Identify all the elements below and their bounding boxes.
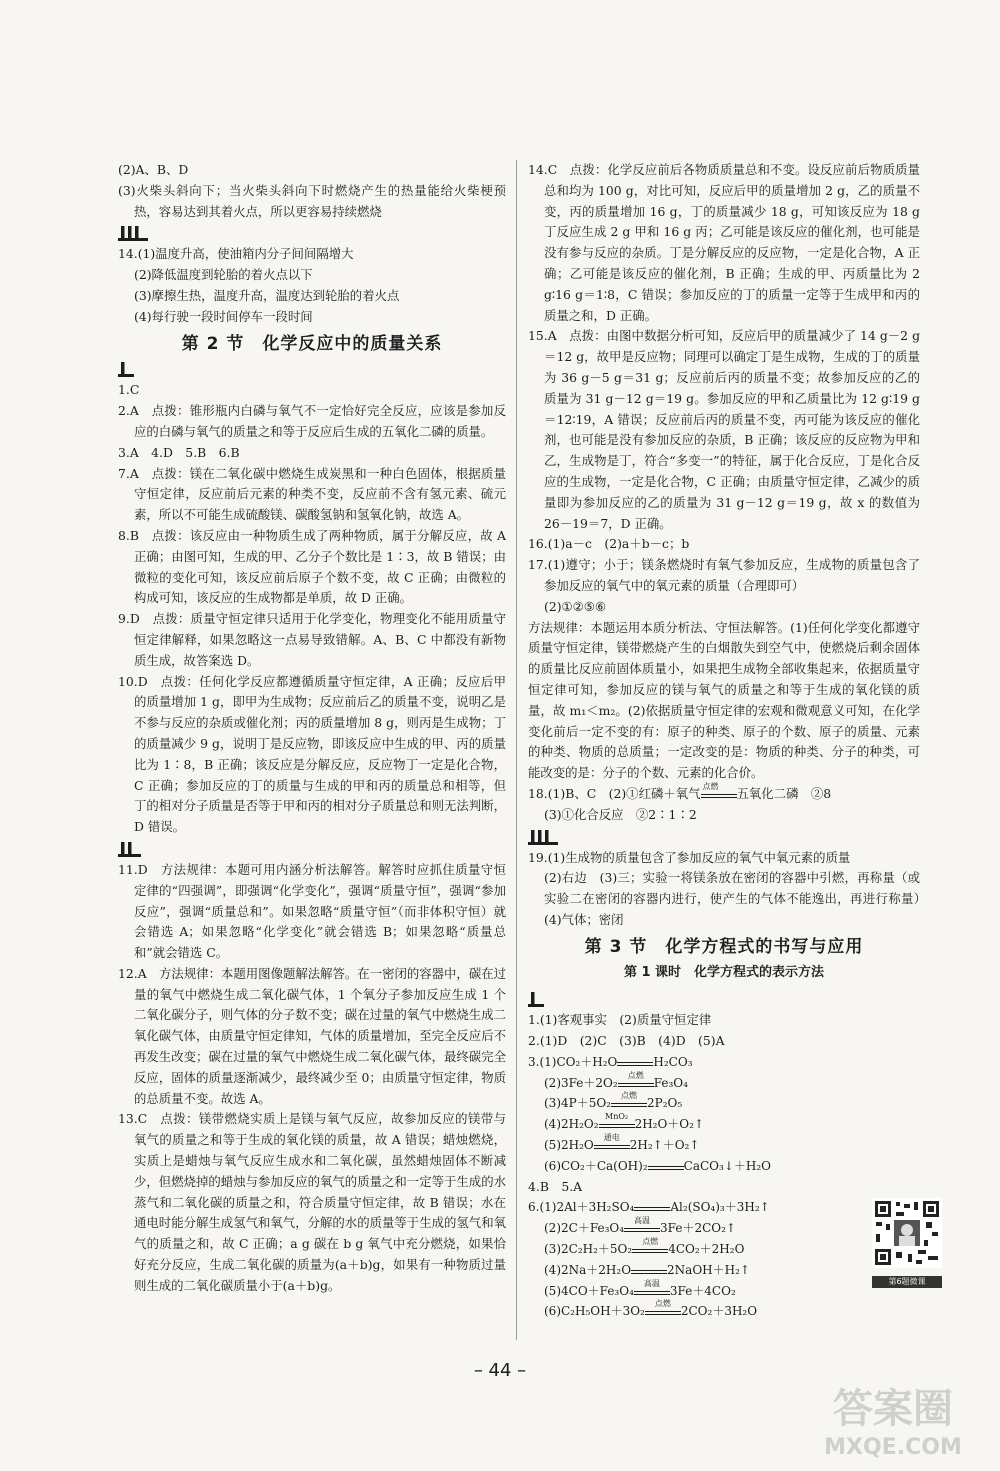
answer-text: 14.(1)温度升高，使油箱内分子间间隔增大 (118, 246, 354, 262)
equation (528, 1070, 920, 1094)
reaction-condition: 点燃 (702, 781, 719, 791)
equation-reactants: (3)2C₂H₂＋5O₂ (544, 1242, 633, 1257)
answer-text: (2)①②⑤⑥ (544, 598, 606, 614)
equation (528, 1052, 920, 1073)
equation-products: CaCO₃↓＋H₂O (683, 1158, 771, 1173)
level-1-icon (118, 360, 506, 378)
equation (528, 1218, 920, 1239)
answer-text: (3)摩擦生热，温度升高，温度达到轮胎的着火点 (134, 287, 400, 303)
reaction-condition: 点燃 (642, 1237, 659, 1247)
page-number: – 44 – (473, 1360, 527, 1381)
level-2-icon (118, 840, 506, 858)
reaction-arrow (634, 1204, 670, 1211)
equation-products: 4CO₂＋2H₂O (668, 1242, 745, 1257)
reaction-condition: MnO₂ (605, 1112, 629, 1122)
answer-text: (4)每行驶一段时间停车一段时间 (134, 308, 313, 324)
equation-reactants: (4)2Na＋2H₂O (544, 1262, 632, 1277)
answer-text: (3)火柴头斜向下；当火柴头斜向下时燃烧产生的热量能给火柴梗预热，容易达到其着火点，所以更容易持续燃烧 (118, 182, 506, 219)
equation (528, 1093, 920, 1114)
qr-code-icon (872, 1198, 942, 1270)
equation-reactants: (5)4CO＋Fe₃O₄ (544, 1283, 634, 1298)
reaction-arrow (624, 1216, 660, 1232)
answer-text: 9.D 点拨：质量守恒定律只适用于化学变化，物理变化不能用质量守恒定律解释，如果忽略这一点易导致错解。A、B、C 中都没有新物质生成，故答案选 D。 (118, 611, 506, 668)
watermark (798, 1380, 988, 1460)
reaction-condition: 高温 (643, 1278, 660, 1288)
answer-text: (2)右边 (3)三；实验一将镁条放在密闭的容器中引燃，再称量（或实验二在密闭的容器内进行，使产生的气体不能逸出，再进行称量） (4)气体；密闭 (544, 870, 933, 927)
right-column (528, 160, 933, 1322)
qr-code[interactable] (872, 1198, 942, 1284)
equation-reactants: 6.(1)2Al＋3H₂SO₄ (528, 1200, 635, 1215)
equation (528, 1301, 920, 1322)
equation (528, 1197, 920, 1218)
answer-text: 8.B 点拨：该反应由一种物质生成了两种物质，属于分解反应，故 A 正确；由图可知，生成的甲、乙分子个数比是 1∶3，故 B 错误；由微粒的变化可知，该反应前后原子个数不变，故 C 正确；由微粒的构成可知，该反应的生成物都是单质，故 D 正确。 (118, 527, 506, 606)
equation-reactants: (4)2H₂O₂ (544, 1117, 599, 1132)
equation (528, 1114, 920, 1135)
answer-text: 11.D 方法规律：本题可用内涵分析法解答。解答时应抓住质量守恒定律的“四强调”，即强调“化学变化”，强调“质量守恒”，强调“参加反应”，强调“质量总和”。如果忽略“质量守恒”（而非体积守恒）就会错选 A；如果忽略“化学变化”就会错选 B；如果忽略“质量总和”就会错选 C。 (118, 861, 506, 961)
column-divider (516, 160, 517, 1340)
equation (528, 1260, 920, 1281)
answer-text: 2.(1)D (2)C (3)B (4)D (5)A (528, 1033, 725, 1049)
equation-products: 2H₂O＋O₂↑ (634, 1117, 705, 1132)
word-equation-right: 五氧化二磷 ②8 (736, 785, 832, 801)
answer-text: 15.A 点拨：由图中数据分析可知，反应后甲的质量减少了 14 g－2 g＝12 g，故甲是反应物；同理可以确定丁是生成物，生成的丁的质量为 36 g－5 g＝31 g；反应前后丙的质量不变；故参加反应的乙的质量为 31 g－12 g＝19 g。参加反应的甲和乙质量比为 12 g∶19 g＝12∶19，A 错误；反应前后丙的质量不变，丙可能为该反应的催化剂，也可能是没有参加反应的杂质，B 正确；该反应的反应物为甲和乙，生成物是丁，符合“多变一”的特征，属于化合反应，丁是化合反应的生成物，一定是化合物，C 正确；由质量守恒定律，乙减少的质量即为参加反应的乙的质量为 31 g－12 g＝19 g，故 x 的数值为 26－19＝7，D 正确。 (528, 328, 920, 531)
answer-text: 3.A 4.D 5.B 6.B (118, 444, 240, 460)
reaction-arrow (634, 1278, 670, 1295)
section-title: 第 2 节 化学反应中的质量关系 (181, 333, 443, 354)
equation-reactants: (6)C₂H₅OH＋3O₂ (544, 1304, 645, 1319)
reaction-arrow (645, 1299, 681, 1315)
equation-products: 2CO₂＋3H₂O (680, 1304, 758, 1319)
answer-text: 4.B 5.A (528, 1178, 583, 1194)
answer-text: 7.A 点拨：镁在二氧化碳中燃烧生成炭黑和一种白色固体，根据质量守恒定律，反应前后元素的种类不变，反应前不含有氢元素、硫元素，所以不可能生成硫酸镁、碳酸氢钠和氢氧化钠，故选 A。 (118, 465, 506, 523)
reaction-arrow (599, 1112, 635, 1128)
equation (528, 1239, 920, 1260)
reaction-arrow (594, 1133, 630, 1149)
lesson-title: 第 1 课时 化学方程式的表示方法 (623, 965, 825, 981)
answer-text: 13.C 点拨：镁带燃烧实质上是镁与氧气反应，故参加反应的镁带与氧气的质量之和等于生成的氧化镁的质量，故 A 错误；蜡烛燃烧，实质上是蜡烛与氧气反应生成水和二氧化碳，虽然蜡烛固体不断减少，但燃烧掉的蜡烛与参加反应的氧气的质量之和一定等于生成的水蒸气和二氧化碳的质量之和，符合质量守恒定律，故 B 错误；水在通电时能分解生成氢气和氧气，分解的水的质量等于生成的氢气和氧气的质量之和，故 C 正确；a g 碳在 b g 氧气中充分燃烧，如果恰好充分反应，生成二氧化碳的质量为(a＋b)g，如果有一种物质过量则生成的二氧化碳质量小于(a＋b)g。 (118, 1111, 506, 1293)
equation-products: Fe₃O₄ (653, 1075, 688, 1090)
equation-products: 2H₂↑＋O₂↑ (629, 1138, 700, 1153)
answer-text: (2)A、B、D (118, 162, 189, 177)
equation-products: H₂CO₃ (653, 1054, 693, 1069)
answer-text: (2)降低温度到轮胎的着火点以下 (134, 267, 313, 283)
answer-text: 14.C 点拨：化学反应前后各物质质量总和不变。设反应前后物质质量总和均为 100 g，对比可知，反应后甲的质量增加 2 g，乙的质量不变，丙的质量增加 16 g，丁的质量减少 18 g，可知该反应为 18 g 丁反应生成 2 g 甲和 16 g 丙；乙可能是该反应的催化剂，也可能是没有参与反应的杂质。丁是分解反应的反应物，一定是化合物，A 正确；乙可能是该反应的催化剂，B 正确；生成的甲、丙质量比为 2 g∶16 g＝1∶8，C 错误；参加反应的丁的质量一定等于生成甲和丙的质量之和，D 正确。 (528, 162, 920, 323)
reaction-arrow (701, 781, 737, 798)
answer-text: 2.A 点拨：锥形瓶内白磷与氧气不一定恰好完全反应，应该是参加反应的白磷与氧气的质量之和等于反应后生成的五氧化二磷的质量。 (118, 403, 506, 439)
svg-text:MXQE.COM: MXQE.COM (824, 1435, 962, 1460)
reaction-condition: 点燃 (627, 1070, 644, 1080)
qr-label: 第6题微课 (872, 1276, 942, 1288)
equation-reactants: (2)2C＋Fe₃O₄ (544, 1221, 625, 1236)
answer-text: 1.C (118, 382, 140, 398)
equation (528, 1135, 920, 1156)
word-equation-left: 18.(1)B、C (2)①红磷＋氧气 (528, 785, 701, 801)
equation-products: 3Fe＋2CO₂↑ (660, 1221, 736, 1236)
reaction-condition: 通电 (603, 1133, 620, 1143)
reaction-condition: 点燃 (654, 1299, 671, 1309)
answer-text: (3)①化合反应 ②2∶1∶2 (544, 806, 697, 822)
answer-text: 1.(1)客观事实 (2)质量守恒定律 (528, 1012, 712, 1028)
section-title: 第 3 节 化学方程式的书写与应用 (584, 936, 864, 957)
reaction-condition: 高温 (634, 1216, 651, 1226)
answer-text: 16.(1)a－c (2)a＋b－c；b (528, 536, 690, 552)
reaction-arrow (648, 1163, 684, 1170)
level-1-icon (528, 990, 920, 1008)
equation-reactants: (2)3Fe＋2O₂ (544, 1075, 618, 1090)
equation-reactants: (5)2H₂O (544, 1138, 594, 1153)
answer-text: 17.(1)遵守；小于；镁条燃烧时有氧气参加反应，生成物的质量包含了参加反应的氧气中的氧元素的质量（合理即可） (528, 557, 920, 593)
equation-reactants: 3.(1)CO₂＋H₂O (528, 1054, 618, 1069)
svg-text:答案圈: 答案圈 (833, 1386, 953, 1432)
equation-reactants: (6)CO₂＋Ca(OH)₂ (544, 1158, 648, 1173)
level-3-icon (528, 828, 920, 846)
reaction-condition: 点燃 (621, 1091, 637, 1101)
answer-text: 19.(1)生成物的质量包含了参加反应的氧气中氧元素的质量 (528, 849, 851, 865)
answer-text: 方法规律：本题运用本质分析法、守恒法解答。(1)任何化学变化都遵守质量守恒定律，镁带燃烧产生的白烟散失到空气中，使燃烧后剩余固体的质量比反应前固体质量小，如果把生成物全部收集起来，依据质量守恒定律可知，参加反应的镁与氧气的质量之和等于生成的氧化镁的质量，故 m₁＜m₂。(2)依据质量守恒定律的宏观和微观意义可知，在化学变化前后一定不变的有：原子的种类、原子的个数、原子的质量、元素的种类、物质的总质量；一定改变的是：物质的种类、分子的种类，可能改变的是：分子的个数、元素的化合价。 (528, 619, 920, 781)
equation-products: 3Fe＋4CO₂ (669, 1283, 736, 1298)
reaction-arrow (632, 1237, 668, 1253)
answer-text (528, 781, 920, 805)
reaction-arrow (618, 1070, 654, 1087)
reaction-arrow (631, 1267, 667, 1274)
answer-text: 12.A 方法规律：本题用图像题解法解答。在一密闭的容器中，碳在过量的氧气中燃烧生成二氧化碳气体，1 个氧分子参加反应生成 1 个二氧化碳分子，则气体的分子数不变；碳在过量的氧气中燃烧生成二氧化碳气体，由质量守恒定律知，气体的质量增加，至完全反应后不再发生改变；碳在过量的氧气中燃烧生成二氧化碳气体，最终碳完全反应，固体的质量逐渐减少，最终减少至 0；由质量守恒定律，物质的总质量不变。故选 A。 (118, 965, 506, 1106)
equation-products: 2P₂O₅ (647, 1096, 683, 1111)
left-column (118, 160, 506, 1297)
equation-products: Al₂(SO₄)₃＋3H₂↑ (670, 1200, 770, 1215)
equation-products: 2NaOH＋H₂↑ (667, 1262, 750, 1277)
watermark-logo-icon (798, 1380, 988, 1460)
reaction-arrow (611, 1091, 647, 1107)
reaction-arrow (617, 1059, 653, 1066)
equation (528, 1156, 920, 1177)
equation-reactants: (3)4P＋5O₂ (544, 1096, 611, 1111)
answer-text: 10.D 点拨：任何化学反应都遵循质量守恒定律，A 正确；反应后甲的质量增加 1 g，即甲为生成物；反应前后乙的质量不变，说明乙是不参与反应的杂质或催化剂；丙的质量增加 8 g，则丙是生成物；丁的质量减少 9 g，说明丁是反应物，即该反应中生成的甲、丙的质量比为 1∶8，B 正确；该反应是分解反应，反应物丁一定是化合物，C 正确；参加反应的丁的质量与生成的甲和丙的质量总和相等，但丁的相对分子质量是否等于甲和丙的相对分子质量总和则无法判断，D 错误。 (118, 673, 506, 835)
level-3-icon (118, 224, 506, 242)
